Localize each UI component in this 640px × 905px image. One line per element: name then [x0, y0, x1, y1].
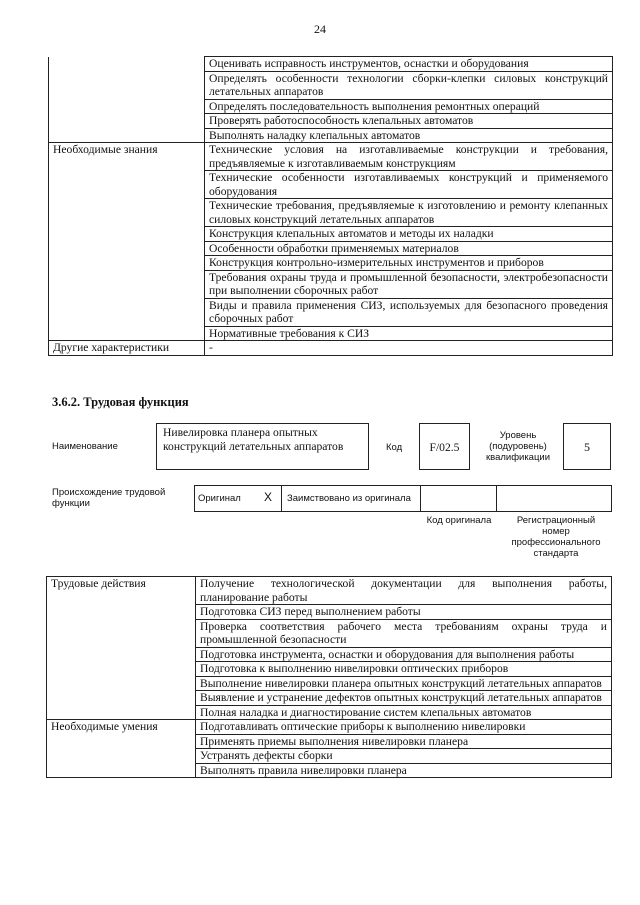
table-row	[49, 99, 613, 114]
row-category	[49, 326, 205, 341]
function-code: F/02.5	[429, 441, 460, 454]
table-row	[47, 734, 612, 749]
table-row	[47, 749, 612, 764]
table-row	[49, 270, 613, 298]
row-category	[49, 128, 205, 143]
row-text: -	[205, 341, 613, 356]
row-category	[47, 647, 196, 662]
knowledge-table	[48, 56, 613, 356]
row-category	[49, 114, 205, 129]
row-category	[47, 662, 196, 677]
table-row	[49, 128, 613, 143]
labor-actions-table	[46, 576, 612, 778]
divider	[420, 485, 421, 512]
original-mark: X	[264, 490, 273, 504]
table-row	[49, 227, 613, 242]
row-category	[47, 749, 196, 764]
row-text: Подготовка к выполнению нивелировки оптических приборов	[196, 662, 612, 677]
row-text: Подготовка инструмента, оснастки и оборудования для выполнения работы	[196, 647, 612, 662]
row-text: Устранять дефекты сборки	[196, 749, 612, 764]
table-row	[47, 605, 612, 620]
reg-number-label: Регистрационный номер профессионального стандарта	[511, 515, 601, 559]
table-row	[47, 691, 612, 706]
row-text: Проверка соответствия рабочего места требованиям охраны труда и промышленной безопасности	[196, 619, 612, 647]
page-number: 24	[314, 22, 326, 36]
row-text: Применять приемы выполнения нивелировки планера	[196, 734, 612, 749]
row-category	[49, 71, 205, 99]
code-label: Код	[386, 442, 403, 453]
row-text: Требования охраны труда и промышленной безопасности, электробезопасности при выполнении сборочных работ	[205, 270, 613, 298]
table-row	[47, 647, 612, 662]
row-text: Определять последовательность выполнения ремонтных операций	[205, 99, 613, 114]
row-text: Выполнять правила нивелировки планера	[196, 763, 612, 778]
row-category: Другие характеристики	[49, 341, 205, 356]
table-row	[47, 763, 612, 778]
row-category	[49, 171, 205, 199]
row-text: Полная наладка и диагностирование систем клепальных автоматов	[196, 705, 612, 720]
table-row	[47, 619, 612, 647]
original-label: Оригинал	[198, 493, 241, 504]
row-category	[47, 605, 196, 620]
table-row	[49, 171, 613, 199]
table-row	[47, 577, 612, 605]
table-row	[47, 676, 612, 691]
origin-label: Происхождение трудовой функции	[52, 487, 166, 509]
table-row	[47, 705, 612, 720]
row-category: Необходимые знания	[49, 143, 205, 171]
table-row	[49, 241, 613, 256]
row-category	[49, 298, 205, 326]
row-category: Необходимые умения	[47, 720, 196, 735]
table-row	[49, 298, 613, 326]
code-box	[419, 423, 470, 470]
level-box	[563, 423, 611, 470]
row-text: Получение технологической документации для выполнения работы, планирование работы	[196, 577, 612, 605]
divider	[496, 485, 497, 512]
name-label: Наименование	[52, 441, 118, 452]
level-value: 5	[584, 440, 590, 454]
row-text: Оценивать исправность инструментов, оснастки и оборудования	[205, 57, 613, 72]
function-name: Нивелировка планера опытных конструкций летательных аппаратов	[163, 426, 344, 453]
table-row	[49, 256, 613, 271]
table-row	[49, 71, 613, 99]
row-text: Конструкция клепальных автоматов и методы их наладки	[205, 227, 613, 242]
function-name-box	[156, 423, 369, 470]
level-label: Уровень (подуровень) квалификации	[485, 430, 551, 463]
row-category	[47, 691, 196, 706]
row-category	[49, 270, 205, 298]
row-text: Подготовка СИЗ перед выполнением работы	[196, 605, 612, 620]
row-category	[49, 199, 205, 227]
row-category	[47, 705, 196, 720]
row-text: Выполнение нивелировки планера опытных конструкций летательных аппаратов	[196, 676, 612, 691]
row-text: Технические требования, предъявляемые к изготовлению и ремонту клепанных силовых конструкций летательных аппаратов	[205, 199, 613, 227]
row-category	[47, 763, 196, 778]
borrowed-label: Заимствовано из оригинала	[287, 493, 411, 504]
row-category	[49, 99, 205, 114]
row-category	[49, 227, 205, 242]
row-category	[47, 676, 196, 691]
row-text: Виды и правила применения СИЗ, используемых для безопасного проведения сборочных работ	[205, 298, 613, 326]
row-text: Технические особенности изготавливаемых конструкций и применяемого оборудования	[205, 171, 613, 199]
row-text: Технические условия на изготавливаемые конструкции и требования, предъявляемые к изготавливаемым конструкциям	[205, 143, 613, 171]
row-category	[49, 57, 205, 72]
divider	[281, 485, 282, 512]
origin-code-label: Код оригинала	[426, 515, 492, 526]
table-row	[49, 326, 613, 341]
row-text: Нормативные требования к СИЗ	[205, 326, 613, 341]
row-text: Выявление и устранение дефектов опытных конструкций летательных аппаратов	[196, 691, 612, 706]
row-category: Трудовые действия	[47, 577, 196, 605]
table-row	[49, 341, 613, 356]
table-row	[47, 720, 612, 735]
row-text: Определять особенности технологии сборки-клепки силовых конструкций летательных аппаратов	[205, 71, 613, 99]
row-category	[47, 619, 196, 647]
section-title: 3.6.2. Трудовая функция	[52, 395, 189, 409]
row-text: Конструкция контрольно-измерительных инструментов и приборов	[205, 256, 613, 271]
row-text: Подготавливать оптические приборы к выполнению нивелировки	[196, 720, 612, 735]
table-row	[49, 114, 613, 129]
table-row	[47, 662, 612, 677]
row-text: Выполнять наладку клепальных автоматов	[205, 128, 613, 143]
row-category	[49, 256, 205, 271]
row-text: Особенности обработки применяемых материалов	[205, 241, 613, 256]
row-category	[47, 734, 196, 749]
table-row	[49, 143, 613, 171]
row-text: Проверять работоспособность клепальных автоматов	[205, 114, 613, 129]
table-row	[49, 199, 613, 227]
table-row	[49, 57, 613, 72]
row-category	[49, 241, 205, 256]
